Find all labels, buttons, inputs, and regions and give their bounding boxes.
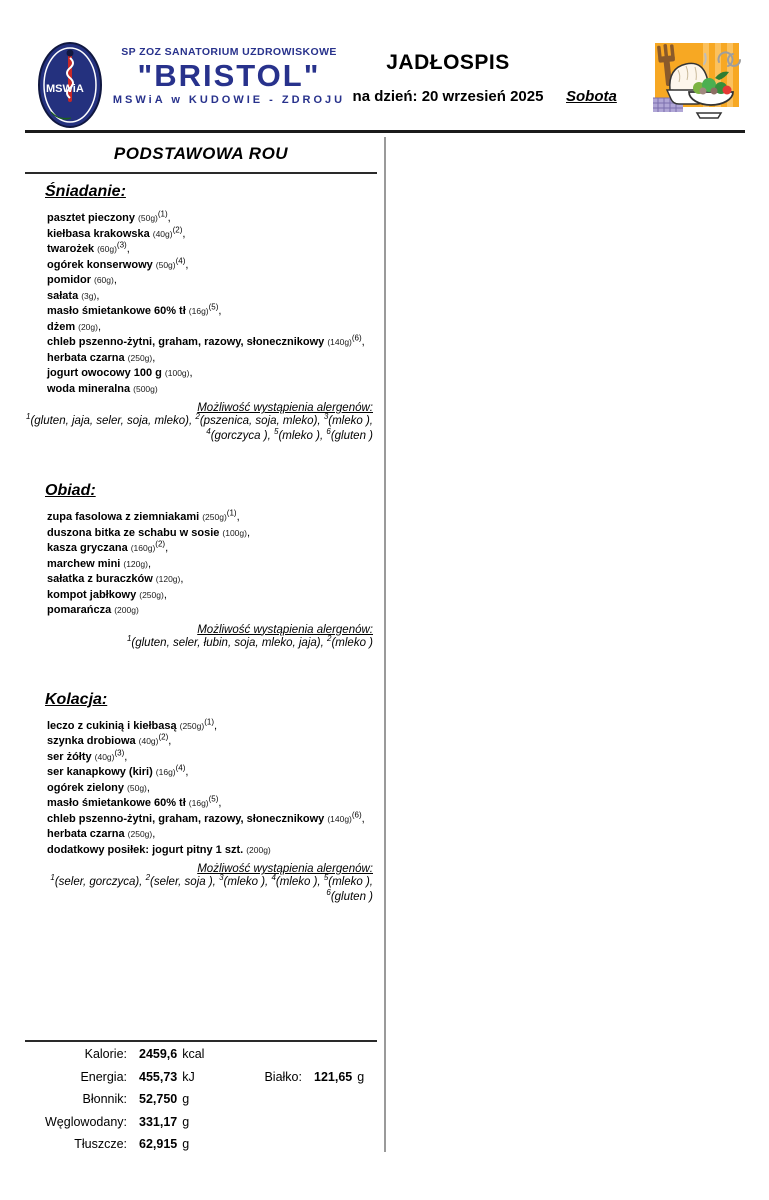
menu-item-portion: (20g) — [78, 321, 98, 332]
menu-item-allergen-ref: (1) — [157, 209, 168, 219]
menu-date: na dzień: 20 wrzesień 2025 — [352, 88, 544, 105]
menu-item-name: dodatkowy posiłek: jogurt pitny 1 szt. — [47, 843, 244, 856]
menu-item-portion: (60g) — [94, 275, 114, 285]
nutrition-row-fiber — [25, 1092, 377, 1115]
nutrition-value: 455,73 — [139, 1069, 178, 1084]
menu-item-portion: (40g) — [138, 736, 159, 746]
menu-item: chleb pszenno-żytni, graham, razowy, słonecznikowy $(140g)^{(6)}$, — [47, 333, 365, 348]
organization-block — [102, 46, 356, 106]
menu-item: ser kanapkowy (kiri) $(16g)^{(4)}$, — [47, 763, 189, 778]
menu-item-portion: (120g) — [123, 558, 148, 569]
menu-item-name: sałatka z buraczków — [47, 573, 153, 585]
allergen-line: $^1$(seler, gorczyca), $^2$(seler, soja ), $^3$(mleko ), $^4$(mleko ), $^5$(mleko ), — [50, 873, 373, 888]
menu-item: leczo z cukinią i kiełbasą $(250g)^{(1)}$, — [47, 716, 218, 732]
menu-item-portion: (50g) — [155, 259, 176, 270]
menu-item-name: pomarańcza — [47, 604, 112, 616]
mswia-logo — [37, 42, 103, 128]
nutrition-label: Tłuszcze: — [74, 1137, 127, 1151]
menu-item-portion: (500g) — [133, 383, 158, 394]
nutrition-unit: kcal — [182, 1047, 205, 1061]
nutrition-row-calories — [25, 1047, 377, 1070]
meal-item-list — [47, 211, 377, 397]
menu-item-name: woda mineralna — [47, 382, 131, 395]
menu-item-allergen-ref: (3) — [116, 240, 127, 250]
menu-item: zupa fasolowa z ziemniakami $(250g)^{(1)}$, — [47, 508, 240, 523]
menu-item-name: twarożek — [47, 243, 95, 255]
menu-column — [25, 138, 377, 905]
nutrition-label: Kalorie: — [84, 1047, 127, 1061]
menu-item-name: pomidor — [47, 274, 91, 286]
menu-item: pomidor (60g), — [47, 274, 117, 286]
organization-name: "BRISTOL" — [137, 58, 321, 93]
day-of-week: Sobota — [566, 88, 617, 105]
menu-item: szynka drobiowa $(40g)^{(2)}$, — [47, 732, 172, 747]
menu-item-name: kompot jabłkowy — [47, 588, 137, 601]
mswia-badge-icon — [37, 42, 103, 128]
nutrition-unit: kJ — [182, 1069, 195, 1084]
nutrition-unit: g — [182, 1137, 190, 1151]
allergen-lines — [25, 414, 373, 444]
header-divider — [25, 130, 745, 133]
nutrition-value: 2459,6 — [139, 1047, 178, 1061]
nutrition-label: Białko: — [264, 1069, 302, 1084]
food-illustration-icon — [645, 40, 747, 126]
menu-item-portion: (250g) — [127, 352, 153, 363]
menu-item-allergen-ref: (5) — [208, 794, 219, 804]
menu-item-allergen-ref: (6) — [351, 333, 362, 343]
meal-heading: Kolacja: — [45, 690, 108, 708]
menu-item: ogórek konserwowy $(50g)^{(4)}$, — [47, 255, 189, 271]
organization-line1: SP ZOZ SANATORIUM UZDROWISKOWE — [121, 46, 337, 58]
menu-item — [47, 843, 377, 859]
meal-item-list — [47, 716, 377, 859]
menu-item: pasztet pieczony $(50g)^{(1)}$, — [47, 209, 171, 224]
menu-item-allergen-ref: (1) — [204, 716, 214, 726]
menu-item-name: herbata czarna — [47, 828, 125, 840]
menu-item-allergen-ref: (2) — [155, 539, 166, 549]
allergen-line: $^1$(gluten, seler, łubin, soja, mleko, jaja), $^2$(mleko ) — [126, 633, 373, 649]
menu-item: sałatka z buraczków (120g), — [47, 573, 184, 585]
menu-item-portion: (100g) — [164, 368, 190, 378]
menu-item-portion: (250g) — [179, 720, 205, 731]
menu-item-allergen-ref: (6) — [351, 809, 362, 819]
menu-item-allergen-ref: (3) — [114, 747, 125, 757]
menu-item: kasza gryczana $(160g)^{(2)}$, — [47, 539, 169, 554]
nutrition-protein-group — [230, 1070, 364, 1084]
menu-item-name: marchew mini — [47, 557, 121, 570]
menu-item-allergen-ref: (1) — [226, 508, 237, 518]
menu-item-name: herbata czarna — [47, 351, 125, 364]
allergen-heading: Możliwość wystąpienia alergenów: — [197, 623, 373, 636]
menu-item-portion: (200g) — [114, 605, 139, 615]
menu-item-name: leczo z cukinią i kiełbasą — [47, 719, 177, 732]
menu-item-allergen-ref: (2) — [158, 732, 169, 742]
menu-item-portion: (120g) — [155, 574, 181, 584]
meal-section-lunch — [25, 482, 377, 651]
menu-item-portion: (140g) — [327, 813, 352, 824]
meal-heading: Śniadanie: — [45, 183, 126, 200]
menu-item: marchew mini (120g), — [47, 557, 151, 570]
menu-item-name: szynka drobiowa — [47, 735, 136, 747]
allergen-lines — [25, 633, 373, 651]
menu-item-name: ser kanapkowy (kiri) — [47, 766, 153, 778]
organization-line3: MSWiA w KUDOWIE - ZDROJU — [112, 94, 346, 106]
menu-item-allergen-ref: (5) — [208, 302, 219, 312]
menu-item: ogórek zielony (50g), — [47, 781, 150, 794]
allergen-heading: Możliwość wystąpienia alergenów: — [197, 863, 373, 875]
meal-section-dinner — [25, 691, 377, 906]
menu-item-name: kasza gryczana — [47, 542, 128, 554]
menu-item-portion: (100g) — [222, 527, 247, 538]
menu-item-name: chleb pszenno-żytni, graham, razowy, słonecznikowy — [47, 812, 325, 825]
menu-item-allergen-ref: (2) — [172, 224, 183, 234]
menu-item-portion: (140g) — [327, 337, 352, 347]
nutrition-row-energy — [25, 1070, 377, 1093]
menu-item-name: ogórek zielony — [47, 781, 125, 794]
menu-item-portion: (250g) — [202, 512, 227, 522]
menu-item-name: ser żółty — [47, 750, 92, 763]
allergen-line: $^1$(gluten, jaja, seler, soja, mleko), $^2$(pszenica, soja, mleko), $^3$(mleko ), — [25, 412, 373, 427]
menu-item-name: dżem — [47, 320, 76, 333]
nutrition-label: Błonnik: — [82, 1092, 127, 1106]
menu-item: kiełbasa krakowska $(40g)^{(2)}$, — [47, 224, 186, 240]
menu-item: kompot jabłkowy (250g), — [47, 588, 167, 601]
menu-item-name: zupa fasolowa z ziemniakami — [47, 511, 200, 523]
nutrition-unit: g — [182, 1114, 190, 1129]
allergen-block — [25, 624, 377, 651]
svg-text:MSWiA: MSWiA — [46, 83, 84, 95]
allergen-line: $^4$(gorczyca ), $^5$(mleko ), $^6$(gluten ) — [206, 427, 373, 442]
nutrition-unit: g — [182, 1092, 190, 1106]
nutrition-value: 62,915 — [139, 1137, 178, 1151]
menu-item: twarożek $(60g)^{(3)}$, — [47, 240, 130, 255]
nutrition-label: Węglowodany: — [45, 1114, 127, 1129]
menu-item-portion: (40g) — [94, 751, 115, 762]
page-title: JADŁOSPIS — [386, 51, 510, 74]
menu-item: chleb pszenno-żytni, graham, razowy, słonecznikowy $(140g)^{(6)}$, — [47, 809, 365, 825]
nutrition-unit: g — [357, 1069, 365, 1084]
diet-title: PODSTAWOWA ROU — [113, 144, 289, 163]
menu-item — [47, 603, 377, 619]
menu-item-name: sałata — [47, 289, 79, 302]
menu-item-portion: (50g) — [138, 213, 158, 223]
nutrition-value: 331,17 — [139, 1114, 178, 1129]
menu-item-portion: (160g) — [130, 543, 156, 553]
menu-item-portion: (60g) — [97, 244, 117, 254]
meal-section-breakfast — [25, 183, 377, 444]
nutrition-label: Energia: — [80, 1069, 127, 1084]
menu-item: herbata czarna (250g), — [47, 828, 156, 840]
menu-item: masło śmietankowe 60% tł $(16g)^{(5)}$, — [47, 794, 222, 809]
menu-item-allergen-ref: (4) — [175, 763, 186, 773]
menu-item: masło śmietankowe 60% tł $(16g)^{(5)}$, — [47, 302, 222, 317]
nutrition-rows — [25, 1047, 377, 1160]
meal-heading: Obiad: — [45, 482, 96, 499]
menu-item-allergen-ref: (4) — [175, 255, 186, 265]
menu-item — [47, 382, 377, 398]
nutrition-value: 121,65 — [314, 1069, 353, 1084]
menu-item-name: chleb pszenno-żytni, graham, razowy, słonecznikowy — [47, 336, 325, 348]
menu-item: jogurt owocowy 100 g (100g), — [47, 367, 193, 379]
menu-item-name: masło śmietankowe 60% tł — [47, 797, 186, 809]
menu-item: herbata czarna (250g), — [47, 351, 156, 364]
allergen-lines — [25, 875, 373, 905]
menu-item-name: duszona bitka ze schabu w sosie — [47, 526, 220, 539]
column-divider — [384, 137, 386, 1152]
menu-item: ser żółty $(40g)^{(3)}$, — [47, 747, 128, 763]
nutrition-row-carbs — [25, 1115, 377, 1138]
allergen-heading: Możliwość wystąpienia alergenów: — [197, 402, 373, 414]
meal-item-list — [47, 510, 377, 619]
menu-item-portion: (40g) — [152, 228, 173, 239]
allergen-block — [25, 402, 377, 444]
diet-title-divider — [25, 172, 377, 174]
menu-item: duszona bitka ze schabu w sosie (100g), — [47, 526, 251, 539]
document-title-block — [350, 51, 546, 105]
menu-item-portion: (250g) — [139, 589, 164, 600]
nutrition-summary — [25, 1040, 377, 1160]
menu-item-portion: (3g) — [81, 290, 97, 301]
meal-bowls-icon — [645, 40, 747, 126]
menu-item-name: masło śmietankowe 60% tł — [47, 305, 186, 317]
menu-item-portion: (16g) — [188, 306, 209, 316]
menu-item-name: pasztet pieczony — [47, 212, 136, 224]
menu-item-portion: (16g) — [155, 767, 176, 777]
menu-item-name: jogurt owocowy 100 g — [47, 367, 162, 379]
menu-item-portion: (250g) — [127, 829, 153, 839]
nutrition-divider — [25, 1040, 377, 1042]
menu-item-name: kiełbasa krakowska — [47, 227, 150, 240]
menu-item-portion: (200g) — [246, 844, 271, 855]
menu-item-portion: (16g) — [188, 798, 209, 808]
menu-item: sałata (3g), — [47, 289, 100, 302]
menu-item-name: ogórek konserwowy — [47, 258, 153, 271]
nutrition-row-fats — [25, 1137, 377, 1160]
allergen-block — [25, 863, 377, 905]
menu-item: dżem (20g), — [47, 320, 102, 333]
menu-item-portion: (50g) — [127, 782, 147, 793]
allergen-line: $^6$(gluten ) — [326, 888, 373, 903]
nutrition-value: 52,750 — [139, 1092, 178, 1106]
